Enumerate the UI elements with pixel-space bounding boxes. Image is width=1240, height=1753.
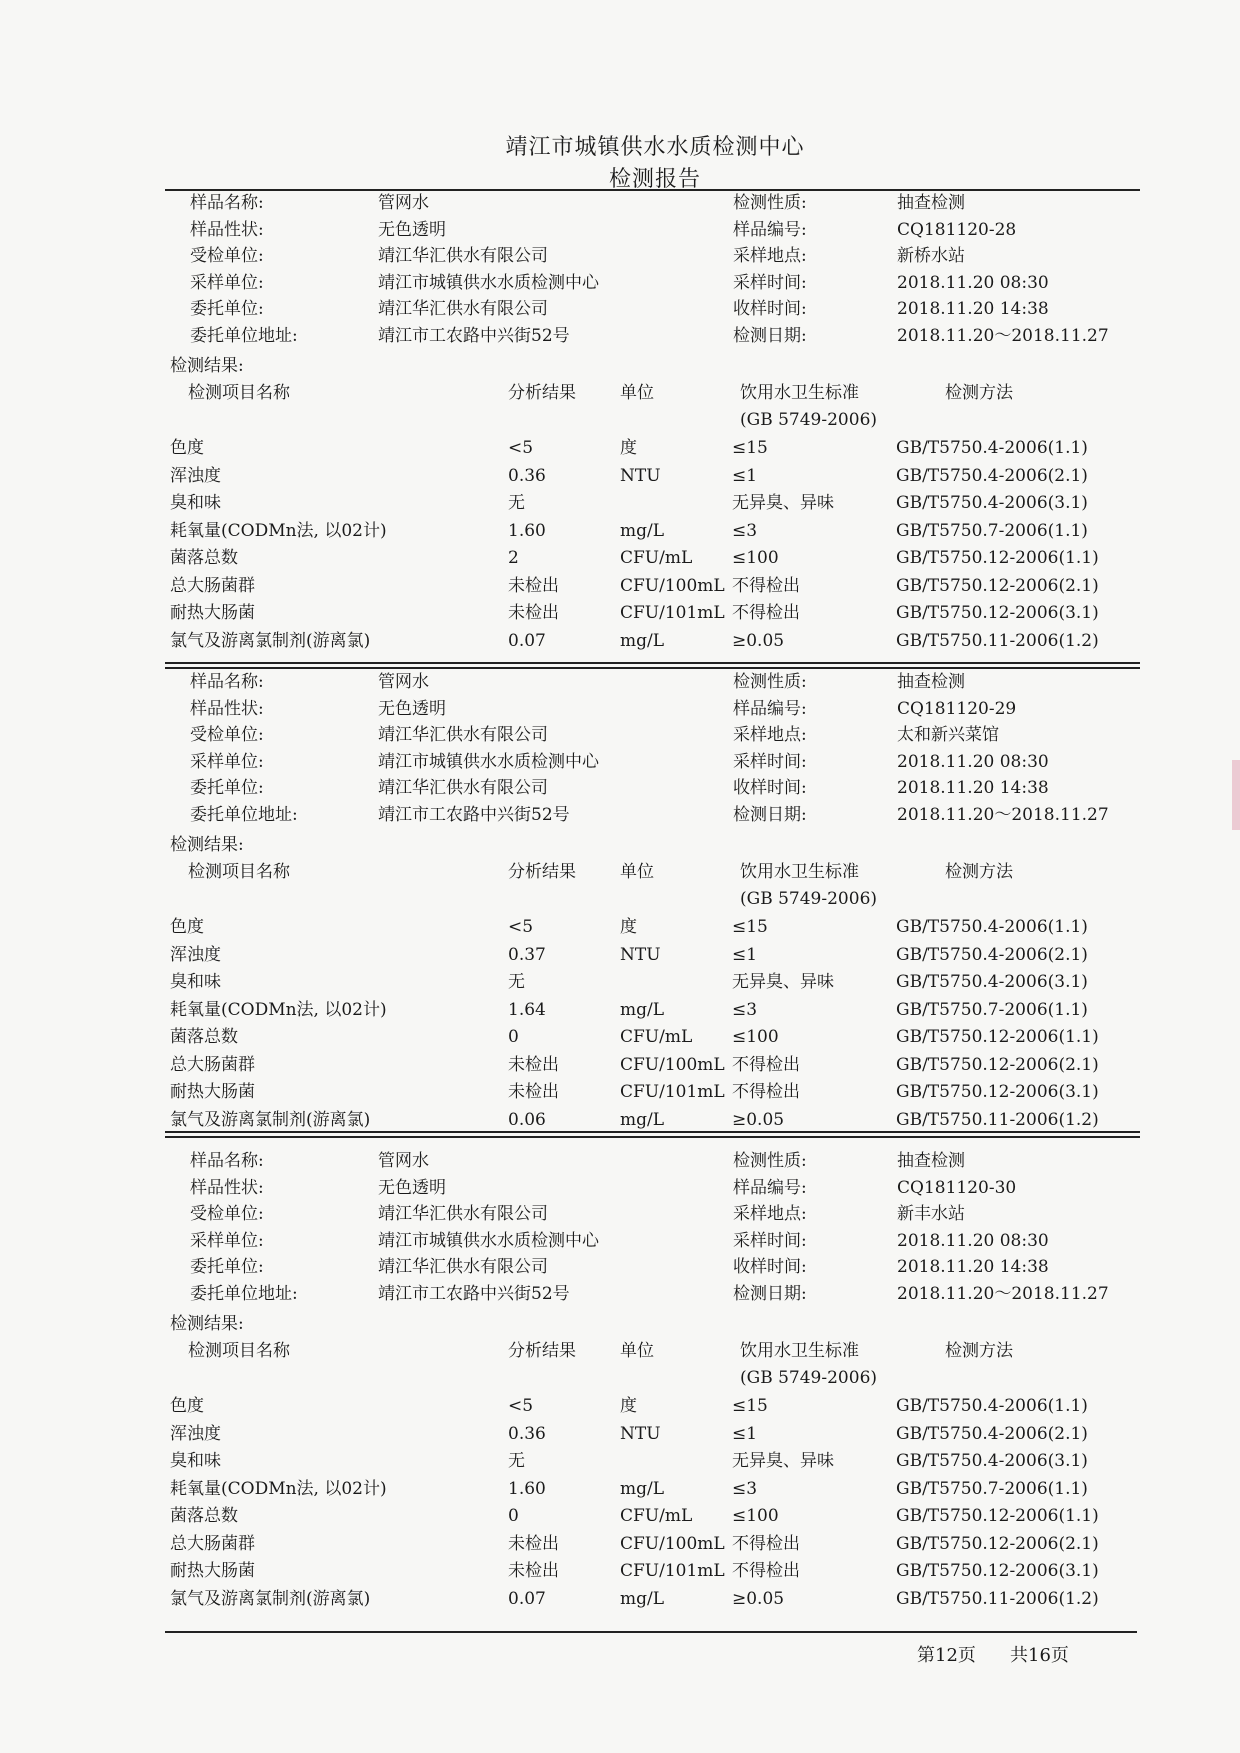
item-unit: NTU [620, 944, 661, 965]
info-value: 2018.11.20～2018.11.27 [897, 804, 1109, 825]
item-name: 总大肠菌群 [170, 1533, 255, 1554]
column-header-unit: 单位 [620, 1341, 654, 1361]
column-header-standard-code: (GB 5749-2006) [740, 889, 878, 909]
info-label: 检测性质: [733, 672, 807, 692]
item-unit: CFU/101mL [620, 1561, 725, 1581]
item-standard: ≥0.05 [732, 630, 785, 651]
column-header-standard: 饮用水卫生标准 [740, 383, 859, 403]
item-unit: 度 [620, 917, 637, 937]
item-result: 未检出 [508, 1561, 559, 1581]
info-label: 样品名称: [190, 672, 264, 692]
item-method: GB/T5750.12-2006(2.1) [896, 575, 1099, 596]
column-header-standard: 饮用水卫生标准 [740, 862, 859, 882]
info-value: CQ181120-29 [897, 698, 1017, 719]
info-value: 靖江华汇供水有限公司 [378, 778, 548, 798]
item-name: 总大肠菌群 [170, 575, 255, 596]
info-label: 委托单位: [190, 299, 264, 319]
info-value: 靖江市工农路中兴街52号 [378, 804, 570, 825]
item-unit: CFU/mL [620, 548, 693, 568]
item-unit: 度 [620, 438, 637, 458]
item-method: GB/T5750.12-2006(2.1) [896, 1533, 1099, 1554]
info-value: 抽查检测 [897, 1151, 965, 1171]
item-method: GB/T5750.4-2006(3.1) [896, 493, 1088, 513]
item-name: 耗氧量(CODMn法, 以02计) [170, 999, 387, 1020]
item-result: <5 [508, 1396, 534, 1416]
info-label: 检测性质: [733, 193, 807, 213]
column-header-standard-code: (GB 5749-2006) [740, 410, 878, 430]
item-standard: 不得检出 [732, 1054, 800, 1075]
info-value: 抽查检测 [897, 193, 965, 213]
item-method: GB/T5750.7-2006(1.1) [896, 999, 1088, 1020]
info-value: 靖江华汇供水有限公司 [378, 299, 548, 319]
item-unit: CFU/mL [620, 1027, 693, 1047]
item-name: 色度 [170, 917, 204, 937]
item-method: GB/T5750.12-2006(3.1) [896, 1561, 1099, 1581]
sample-section-3 [0, 1151, 1240, 1631]
item-result: 1.60 [508, 1478, 546, 1499]
item-name: 氯气及游离氯制剂(游离氯) [170, 630, 371, 651]
item-name: 浑浊度 [170, 944, 221, 965]
item-result: 1.60 [508, 520, 546, 541]
info-label: 样品名称: [190, 1151, 264, 1171]
item-name: 耐热大肠菌 [170, 603, 255, 623]
info-value: 2018.11.20 08:30 [897, 1230, 1049, 1251]
item-unit: mg/L [620, 630, 665, 651]
info-value: 无色透明 [378, 219, 446, 240]
item-standard: ≤15 [732, 438, 768, 458]
item-unit: mg/L [620, 520, 665, 541]
column-header-unit: 单位 [620, 862, 654, 882]
item-unit: NTU [620, 465, 661, 486]
item-standard: ≤100 [732, 1506, 779, 1526]
item-standard: ≤15 [732, 1396, 768, 1416]
results-label: 检测结果: [170, 835, 244, 855]
info-label: 采样时间: [733, 272, 807, 293]
item-result: 0.37 [508, 944, 546, 965]
item-result: <5 [508, 438, 534, 458]
item-name: 菌落总数 [170, 1506, 238, 1526]
top-rule [165, 189, 1140, 191]
item-name: 氯气及游离氯制剂(游离氯) [170, 1109, 371, 1130]
info-value: 无色透明 [378, 698, 446, 719]
info-label: 采样地点: [733, 1204, 807, 1224]
item-method: GB/T5750.11-2006(1.2) [896, 630, 1099, 651]
item-method: GB/T5750.12-2006(3.1) [896, 1082, 1099, 1102]
item-standard: 不得检出 [732, 1561, 800, 1581]
item-result: <5 [508, 917, 534, 937]
item-standard: 不得检出 [732, 603, 800, 623]
item-standard: ≤100 [732, 1027, 779, 1047]
section-divider-2 [165, 1131, 1140, 1133]
item-result: 2 [508, 548, 519, 568]
item-name: 臭和味 [170, 972, 221, 992]
item-standard: ≥0.05 [732, 1109, 785, 1130]
report-title: 检测报告 [608, 167, 701, 192]
info-value: 无色透明 [378, 1177, 446, 1198]
info-value: 靖江市城镇供水水质检测中心 [378, 1230, 599, 1251]
item-standard: 无异臭、异味 [732, 493, 834, 513]
info-label: 检测日期: [733, 1283, 807, 1304]
info-value: 2018.11.20～2018.11.27 [897, 1283, 1109, 1304]
info-label: 检测日期: [733, 325, 807, 346]
info-label: 收样时间: [733, 1257, 807, 1277]
stamp-edge-mark [1232, 760, 1240, 830]
info-value: 新丰水站 [897, 1204, 965, 1224]
item-method: GB/T5750.4-2006(3.1) [896, 1451, 1088, 1471]
info-label: 样品性状: [190, 1177, 264, 1198]
info-value: CQ181120-28 [897, 219, 1017, 240]
info-label: 采样时间: [733, 1230, 807, 1251]
item-method: GB/T5750.7-2006(1.1) [896, 1478, 1088, 1499]
item-unit: 度 [620, 1396, 637, 1416]
item-name: 菌落总数 [170, 1027, 238, 1047]
info-label: 样品编号: [733, 1177, 807, 1198]
column-header-result: 分析结果 [508, 383, 576, 403]
item-result: 未检出 [508, 575, 559, 596]
item-standard: 无异臭、异味 [732, 1451, 834, 1471]
item-method: GB/T5750.12-2006(3.1) [896, 603, 1099, 623]
item-name: 色度 [170, 438, 204, 458]
section-divider-1b [165, 667, 1140, 669]
item-name: 菌落总数 [170, 548, 238, 568]
item-unit: NTU [620, 1423, 661, 1444]
item-name: 总大肠菌群 [170, 1054, 255, 1075]
item-method: GB/T5750.4-2006(2.1) [896, 944, 1088, 965]
item-unit: CFU/100mL [620, 1054, 725, 1075]
item-result: 0 [508, 1027, 519, 1047]
info-label: 样品编号: [733, 219, 807, 240]
info-value: 靖江市城镇供水水质检测中心 [378, 751, 599, 772]
item-unit: mg/L [620, 1588, 665, 1609]
section-divider-2b [165, 1136, 1140, 1138]
item-method: GB/T5750.7-2006(1.1) [896, 520, 1088, 541]
info-label: 样品编号: [733, 698, 807, 719]
info-label: 采样单位: [190, 751, 264, 772]
info-value: 2018.11.20 14:38 [897, 299, 1049, 319]
column-header-method: 检测方法 [945, 383, 1013, 403]
item-standard: 不得检出 [732, 575, 800, 596]
column-header-name: 检测项目名称 [188, 862, 290, 882]
item-method: GB/T5750.12-2006(1.1) [896, 548, 1099, 568]
info-label: 样品名称: [190, 193, 264, 213]
info-value: 抽查检测 [897, 672, 965, 692]
column-header-standard-code: (GB 5749-2006) [740, 1368, 878, 1388]
info-label: 收样时间: [733, 299, 807, 319]
info-value: 2018.11.20 14:38 [897, 778, 1049, 798]
info-label: 样品性状: [190, 219, 264, 240]
column-header-name: 检测项目名称 [188, 1341, 290, 1361]
info-value: 靖江市城镇供水水质检测中心 [378, 272, 599, 293]
info-value: 2018.11.20～2018.11.27 [897, 325, 1109, 346]
item-method: GB/T5750.4-2006(1.1) [896, 917, 1088, 937]
info-label: 采样地点: [733, 725, 807, 745]
column-header-name: 检测项目名称 [188, 383, 290, 403]
info-label: 采样单位: [190, 272, 264, 293]
item-unit: CFU/101mL [620, 1082, 725, 1102]
info-label: 委托单位: [190, 1257, 264, 1277]
item-result: 未检出 [508, 603, 559, 623]
info-value: 靖江华汇供水有限公司 [378, 725, 548, 745]
item-method: GB/T5750.11-2006(1.2) [896, 1588, 1099, 1609]
item-name: 氯气及游离氯制剂(游离氯) [170, 1588, 371, 1609]
info-value: 靖江华汇供水有限公司 [378, 1257, 548, 1277]
item-name: 浑浊度 [170, 465, 221, 486]
item-method: GB/T5750.4-2006(3.1) [896, 972, 1088, 992]
sample-section-1 [0, 193, 1240, 673]
item-name: 耗氧量(CODMn法, 以02计) [170, 1478, 387, 1499]
item-name: 耐热大肠菌 [170, 1082, 255, 1102]
sample-section-2 [0, 672, 1240, 1152]
item-result: 无 [508, 972, 525, 992]
item-result: 未检出 [508, 1054, 559, 1075]
item-standard: ≤3 [732, 520, 758, 541]
page-number: 第12页 [917, 1645, 976, 1666]
item-result: 无 [508, 1451, 525, 1471]
item-method: GB/T5750.4-2006(2.1) [896, 465, 1088, 486]
item-result: 无 [508, 493, 525, 513]
item-unit: mg/L [620, 999, 665, 1020]
column-header-result: 分析结果 [508, 862, 576, 882]
item-method: GB/T5750.12-2006(1.1) [896, 1027, 1099, 1047]
info-value: 靖江市工农路中兴街52号 [378, 325, 570, 346]
info-label: 受检单位: [190, 246, 264, 266]
item-name: 耐热大肠菌 [170, 1561, 255, 1581]
item-standard: ≤1 [732, 1423, 758, 1444]
item-standard: ≤3 [732, 999, 758, 1020]
info-value: 新桥水站 [897, 246, 965, 266]
info-value: 靖江市工农路中兴街52号 [378, 1283, 570, 1304]
item-method: GB/T5750.4-2006(1.1) [896, 1396, 1088, 1416]
info-label: 受检单位: [190, 725, 264, 745]
item-result: 0.06 [508, 1109, 546, 1130]
item-name: 臭和味 [170, 1451, 221, 1471]
item-unit: CFU/101mL [620, 603, 725, 623]
item-result: 0.36 [508, 1423, 546, 1444]
item-standard: ≤1 [732, 465, 758, 486]
column-header-standard: 饮用水卫生标准 [740, 1341, 859, 1361]
info-label: 委托单位: [190, 778, 264, 798]
column-header-method: 检测方法 [945, 862, 1013, 882]
results-label: 检测结果: [170, 1314, 244, 1334]
info-value: 2018.11.20 14:38 [897, 1257, 1049, 1277]
item-standard: ≥0.05 [732, 1588, 785, 1609]
item-unit: mg/L [620, 1109, 665, 1130]
item-standard: ≤15 [732, 917, 768, 937]
info-value: 2018.11.20 08:30 [897, 272, 1049, 293]
info-value: 2018.11.20 08:30 [897, 751, 1049, 772]
column-header-method: 检测方法 [945, 1341, 1013, 1361]
item-result: 0.07 [508, 630, 546, 651]
info-label: 样品性状: [190, 698, 264, 719]
item-result: 1.64 [508, 999, 546, 1020]
column-header-result: 分析结果 [508, 1341, 576, 1361]
info-label: 采样时间: [733, 751, 807, 772]
info-label: 收样时间: [733, 778, 807, 798]
info-label: 采样地点: [733, 246, 807, 266]
info-value: 管网水 [378, 193, 429, 213]
column-header-unit: 单位 [620, 383, 654, 403]
item-method: GB/T5750.11-2006(1.2) [896, 1109, 1099, 1130]
item-standard: ≤1 [732, 944, 758, 965]
info-value: 管网水 [378, 672, 429, 692]
info-value: 太和新兴菜馆 [897, 725, 999, 745]
info-label: 委托单位地址: [190, 1283, 298, 1304]
info-value: CQ181120-30 [897, 1177, 1017, 1198]
item-name: 浑浊度 [170, 1423, 221, 1444]
item-result: 0.36 [508, 465, 546, 486]
bottom-rule [165, 1631, 1137, 1633]
item-method: GB/T5750.12-2006(1.1) [896, 1506, 1099, 1526]
item-unit: mg/L [620, 1478, 665, 1499]
info-value: 靖江华汇供水有限公司 [378, 1204, 548, 1224]
item-unit: CFU/100mL [620, 575, 725, 596]
item-method: GB/T5750.4-2006(1.1) [896, 438, 1088, 458]
item-result: 0 [508, 1506, 519, 1526]
item-unit: CFU/mL [620, 1506, 693, 1526]
item-standard: ≤3 [732, 1478, 758, 1499]
item-result: 0.07 [508, 1588, 546, 1609]
item-method: GB/T5750.12-2006(2.1) [896, 1054, 1099, 1075]
info-label: 委托单位地址: [190, 804, 298, 825]
item-standard: 不得检出 [732, 1082, 800, 1102]
item-result: 未检出 [508, 1533, 559, 1554]
results-label: 检测结果: [170, 356, 244, 376]
item-standard: ≤100 [732, 548, 779, 568]
section-divider-1 [165, 662, 1140, 664]
item-name: 色度 [170, 1396, 204, 1416]
info-value: 管网水 [378, 1151, 429, 1171]
item-unit: CFU/100mL [620, 1533, 725, 1554]
info-value: 靖江华汇供水有限公司 [378, 246, 548, 266]
item-name: 耗氧量(CODMn法, 以02计) [170, 520, 387, 541]
info-label: 检测性质: [733, 1151, 807, 1171]
page-total: 共16页 [1010, 1645, 1069, 1666]
info-label: 采样单位: [190, 1230, 264, 1251]
item-result: 未检出 [508, 1082, 559, 1102]
item-name: 臭和味 [170, 493, 221, 513]
info-label: 受检单位: [190, 1204, 264, 1224]
item-method: GB/T5750.4-2006(2.1) [896, 1423, 1088, 1444]
item-standard: 不得检出 [732, 1533, 800, 1554]
report-org-title: 靖江市城镇供水水质检测中心 [505, 135, 805, 160]
info-label: 委托单位地址: [190, 325, 298, 346]
item-standard: 无异臭、异味 [732, 972, 834, 992]
info-label: 检测日期: [733, 804, 807, 825]
